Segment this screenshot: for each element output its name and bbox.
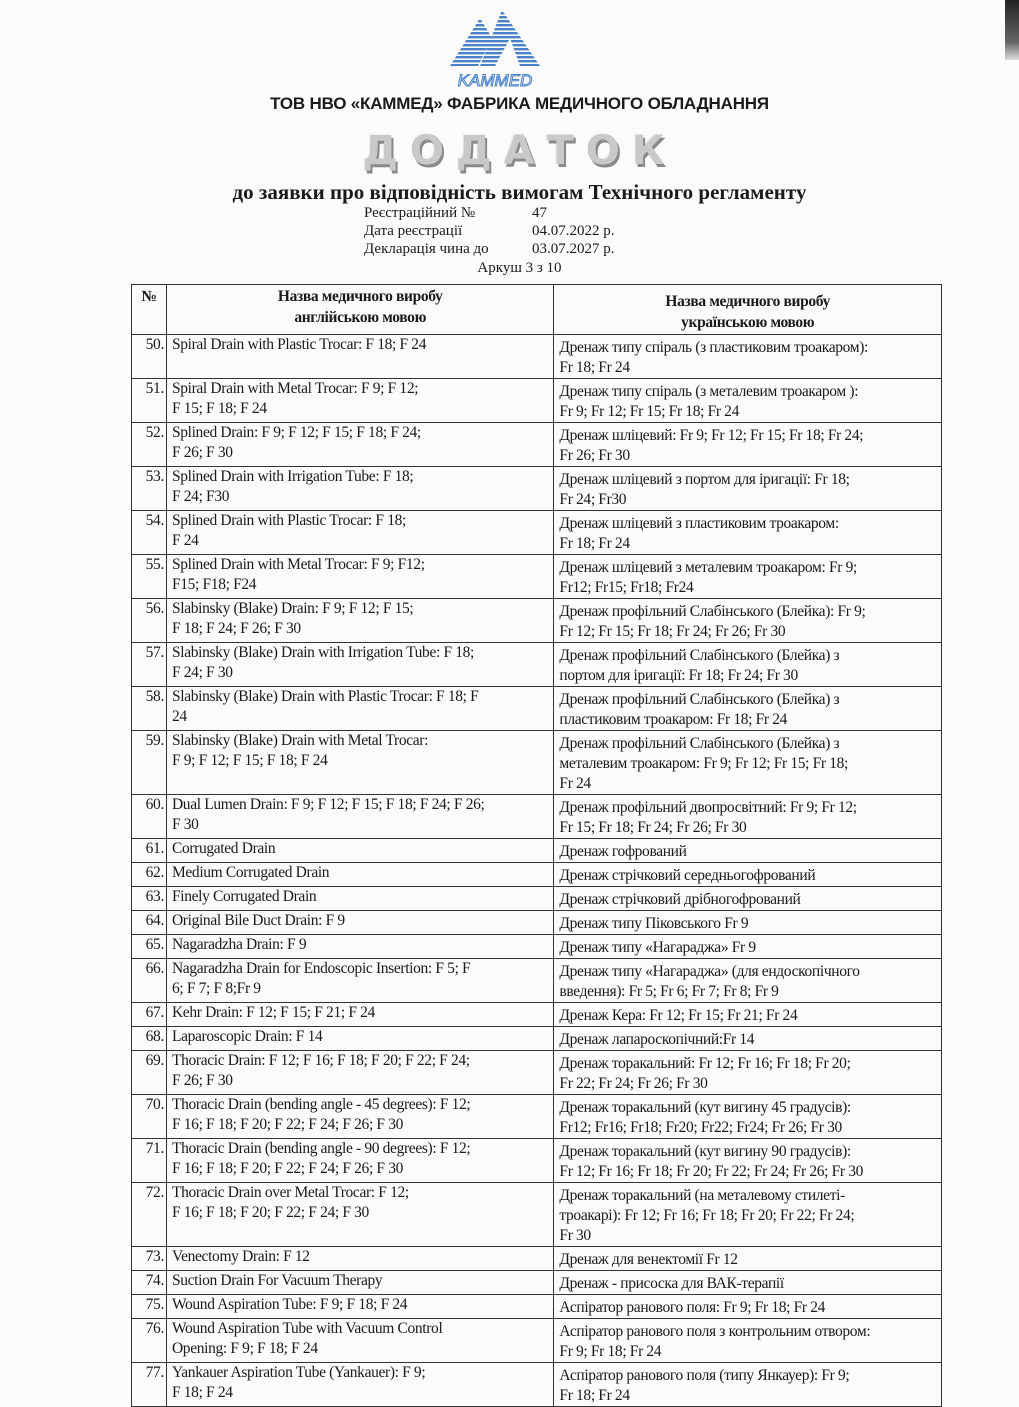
table-row — [132, 599, 942, 643]
table-row — [132, 863, 942, 887]
table-row — [132, 1319, 942, 1363]
kammed-logo — [440, 8, 550, 90]
table-row — [132, 1051, 942, 1095]
table-row — [132, 1095, 942, 1139]
row-number: 73. — [132, 1247, 167, 1271]
english-name-cell: Suction Drain For Vacuum Therapy — [166, 1271, 553, 1295]
products-table — [131, 284, 942, 1407]
row-number: 74. — [132, 1271, 167, 1295]
row-number: 70. — [132, 1095, 167, 1139]
english-name-cell: Thoracic Drain (bending angle - 90 degrees): F 12; F 16; F 18; F 20; F 22; F 24; F 26; F 30 — [166, 1139, 553, 1183]
row-number: 77. — [132, 1363, 167, 1407]
table-row — [132, 1027, 942, 1051]
ukrainian-name-cell: Дренаж типу спіраль (з металевим троакаром ): Fr 9; Fr 12; Fr 15; Fr 18; Fr 24 — [554, 379, 942, 423]
table-row — [132, 379, 942, 423]
logo-text: KAMMED — [457, 71, 533, 90]
english-name-cell: Slabinsky (Blake) Drain with Metal Trocar: F 9; F 12; F 15; F 18; F 24 — [166, 731, 553, 795]
english-name-cell: Splined Drain with Plastic Trocar: F 18; F 24 — [166, 511, 553, 555]
table-row — [132, 1271, 942, 1295]
ukrainian-name-cell: Дренаж типу «Нагараджа» Fr 9 — [554, 935, 942, 959]
table-row — [132, 839, 942, 863]
value: 47 — [532, 205, 547, 221]
ukrainian-name-cell: Дренаж стрічковий середньогофрований — [554, 863, 942, 887]
label: Реєстраційний № — [364, 205, 476, 221]
ukrainian-name-cell: Дренаж лапароскопічний:Fr 14 — [554, 1027, 942, 1051]
table-row — [132, 911, 942, 935]
row-number: 64. — [132, 911, 167, 935]
table-row — [132, 467, 942, 511]
row-number: 63. — [132, 887, 167, 911]
row-number: 58. — [132, 687, 167, 731]
row-number: 65. — [132, 935, 167, 959]
english-name-cell: Laparoscopic Drain: F 14 — [166, 1027, 553, 1051]
registration-info — [364, 204, 615, 258]
english-name-cell: Slabinsky (Blake) Drain with Plastic Trocar: F 18; F 24 — [166, 687, 553, 731]
value: 04.07.2022 р. — [532, 223, 615, 239]
table-row — [132, 423, 942, 467]
ukrainian-name-cell: Дренаж типу «Нагараджа» (для ендоскопічного введення): Fr 5; Fr 6; Fr 7; Fr 8; Fr 9 — [554, 959, 942, 1003]
valid-until-row — [364, 240, 615, 258]
document-subtitle: до заявки про відповідність вимогам Технічного регламенту — [232, 180, 807, 204]
table-row — [132, 1247, 942, 1271]
row-number: 57. — [132, 643, 167, 687]
company-name: ТОВ НВО «КАММЕД» ФАБРИКА МЕДИЧНОГО ОБЛАДНАННЯ — [270, 94, 769, 113]
ukrainian-name-cell: Дренаж профільний Слабінського (Блейка): Fr 9; Fr 12; Fr 15; Fr 18; Fr 24; Fr 26; Fr 30 — [554, 599, 942, 643]
row-number: 51. — [132, 379, 167, 423]
row-number: 59. — [132, 731, 167, 795]
row-number: 50. — [132, 335, 167, 379]
english-name-cell: Wound Aspiration Tube with Vacuum Control Opening: F 9; F 18; F 24 — [166, 1319, 553, 1363]
row-number: 62. — [132, 863, 167, 887]
ukrainian-name-cell: Дренаж профільний Слабінського (Блейка) з пластиковим троакаром: Fr 18; Fr 24 — [554, 687, 942, 731]
ukrainian-name-cell: Дренаж типу Піковського Fr 9 — [554, 911, 942, 935]
header-ukrainian-name: Назва медичного виробу українською мовою — [554, 285, 942, 335]
english-name-cell: Yankauer Aspiration Tube (Yankauer): F 9; F 18; F 24 — [166, 1363, 553, 1407]
table-row — [132, 335, 942, 379]
registration-date-row — [364, 222, 615, 240]
row-number: 56. — [132, 599, 167, 643]
table-row — [132, 1183, 942, 1247]
english-name-cell: Spiral Drain with Plastic Trocar: F 18; F 24 — [166, 335, 553, 379]
english-name-cell: Corrugated Drain — [166, 839, 553, 863]
ukrainian-name-cell: Дренаж шліцевий з металевим троакаром: Fr 9; Fr12; Fr15; Fr18; Fr24 — [554, 555, 942, 599]
ukrainian-name-cell: Дренаж профільний Слабінського (Блейка) з портом для іригації: Fr 18; Fr 24; Fr 30 — [554, 643, 942, 687]
table-row — [132, 935, 942, 959]
row-number: 53. — [132, 467, 167, 511]
row-number: 54. — [132, 511, 167, 555]
english-name-cell: Venectomy Drain: F 12 — [166, 1247, 553, 1271]
table-row — [132, 643, 942, 687]
english-name-cell: Medium Corrugated Drain — [166, 863, 553, 887]
row-number: 75. — [132, 1295, 167, 1319]
table-row — [132, 1003, 942, 1027]
english-name-cell: Original Bile Duct Drain: F 9 — [166, 911, 553, 935]
ukrainian-name-cell: Дренаж гофрований — [554, 839, 942, 863]
ukrainian-name-cell: Дренаж шліцевий з портом для іригації: Fr 18; Fr 24; Fr30 — [554, 467, 942, 511]
label: Дата реєстрації — [364, 223, 463, 239]
header-english-name: Назва медичного виробу англійською мовою — [166, 285, 553, 335]
english-name-cell: Thoracic Drain: F 12; F 16; F 18; F 20; F 22; F 24; F 26; F 30 — [166, 1051, 553, 1095]
english-name-cell: Splined Drain: F 9; F 12; F 15; F 18; F 24; F 26; F 30 — [166, 423, 553, 467]
english-name-cell: Kehr Drain: F 12; F 15; F 21; F 24 — [166, 1003, 553, 1027]
label: Декларація чина до — [364, 241, 489, 257]
scan-edge-shadow — [1005, 0, 1019, 60]
table-row — [132, 887, 942, 911]
english-name-cell: Nagaradzha Drain for Endoscopic Insertion: F 5; F 6; F 7; F 8;Fr 9 — [166, 959, 553, 1003]
ukrainian-name-cell: Дренаж торакальний: Fr 12; Fr 16; Fr 18; Fr 20; Fr 22; Fr 24; Fr 26; Fr 30 — [554, 1051, 942, 1095]
table-row — [132, 1139, 942, 1183]
ukrainian-name-cell: Дренаж торакальний (кут вигину 90 градусів): Fr 12; Fr 16; Fr 18; Fr 20; Fr 22; Fr 24; Fr 26; Fr 30 — [554, 1139, 942, 1183]
ukrainian-name-cell: Аспіратор ранового поля: Fr 9; Fr 18; Fr 24 — [554, 1295, 942, 1319]
ukrainian-name-cell: Дренаж стрічковий дрібногофрований — [554, 887, 942, 911]
ukrainian-name-cell: Дренаж торакальний (на металевому стилеті- троакарі): Fr 12; Fr 16; Fr 18; Fr 20; Fr 22; Fr 24; Fr 30 — [554, 1183, 942, 1247]
english-name-cell: Spiral Drain with Metal Trocar: F 9; F 12; F 15; F 18; F 24 — [166, 379, 553, 423]
ukrainian-name-cell: Дренаж шліцевий: Fr 9; Fr 12; Fr 15; Fr 18; Fr 24; Fr 26; Fr 30 — [554, 423, 942, 467]
table-row — [132, 511, 942, 555]
english-name-cell: Splined Drain with Irrigation Tube: F 18; F 24; F30 — [166, 467, 553, 511]
row-number: 71. — [132, 1139, 167, 1183]
ukrainian-name-cell: Дренаж для венектомії Fr 12 — [554, 1247, 942, 1271]
table-row — [132, 795, 942, 839]
row-number: 69. — [132, 1051, 167, 1095]
table-row — [132, 959, 942, 1003]
ukrainian-name-cell: Аспіратор ранового поля (типу Янкауер): Fr 9; Fr 18; Fr 24 — [554, 1363, 942, 1407]
document-title: ДОДАТОК — [362, 128, 677, 174]
sheet-number: Аркуш 3 з 10 — [477, 260, 562, 276]
row-number: 66. — [132, 959, 167, 1003]
english-name-cell: Wound Aspiration Tube: F 9; F 18; F 24 — [166, 1295, 553, 1319]
english-name-cell: Dual Lumen Drain: F 9; F 12; F 15; F 18; F 24; F 26; F 30 — [166, 795, 553, 839]
english-name-cell: Finely Corrugated Drain — [166, 887, 553, 911]
table-header-row — [132, 285, 942, 335]
row-number: 67. — [132, 1003, 167, 1027]
row-number: 72. — [132, 1183, 167, 1247]
row-number: 68. — [132, 1027, 167, 1051]
registration-number-row — [364, 204, 615, 222]
ukrainian-name-cell: Дренаж профільний Слабінського (Блейка) з металевим троакаром: Fr 9; Fr 12; Fr 15; Fr 18; Fr 24 — [554, 731, 942, 795]
header-number: № — [132, 285, 167, 335]
table-row — [132, 1295, 942, 1319]
row-number: 60. — [132, 795, 167, 839]
row-number: 55. — [132, 555, 167, 599]
ukrainian-name-cell: Аспіратор ранового поля з контрольним отвором: Fr 9; Fr 18; Fr 24 — [554, 1319, 942, 1363]
english-name-cell: Thoracic Drain (bending angle - 45 degrees): F 12; F 16; F 18; F 20; F 22; F 24; F 26; F 30 — [166, 1095, 553, 1139]
english-name-cell: Thoracic Drain over Metal Trocar: F 12; F 16; F 18; F 20; F 22; F 24; F 30 — [166, 1183, 553, 1247]
ukrainian-name-cell: Дренаж типу спіраль (з пластиковим троакаром): Fr 18; Fr 24 — [554, 335, 942, 379]
ukrainian-name-cell: Дренаж профільний двопросвітний: Fr 9; Fr 12; Fr 15; Fr 18; Fr 24; Fr 26; Fr 30 — [554, 795, 942, 839]
english-name-cell: Slabinsky (Blake) Drain with Irrigation Tube: F 18; F 24; F 30 — [166, 643, 553, 687]
ukrainian-name-cell: Дренаж торакальний (кут вигину 45 градусів): Fr12; Fr16; Fr18; Fr20; Fr22; Fr24; Fr 26; Fr 30 — [554, 1095, 942, 1139]
table-row — [132, 555, 942, 599]
table-row — [132, 731, 942, 795]
value: 03.07.2027 р. — [532, 241, 615, 257]
row-number: 52. — [132, 423, 167, 467]
table-row — [132, 687, 942, 731]
ukrainian-name-cell: Дренаж - присоска для ВАК-терапії — [554, 1271, 942, 1295]
english-name-cell: Nagaradzha Drain: F 9 — [166, 935, 553, 959]
row-number: 61. — [132, 839, 167, 863]
ukrainian-name-cell: Дренаж шліцевий з пластиковим троакаром: Fr 18; Fr 24 — [554, 511, 942, 555]
english-name-cell: Slabinsky (Blake) Drain: F 9; F 12; F 15; F 18; F 24; F 26; F 30 — [166, 599, 553, 643]
row-number: 76. — [132, 1319, 167, 1363]
english-name-cell: Splined Drain with Metal Trocar: F 9; F12; F15; F18; F24 — [166, 555, 553, 599]
ukrainian-name-cell: Дренаж Кера: Fr 12; Fr 15; Fr 21; Fr 24 — [554, 1003, 942, 1027]
